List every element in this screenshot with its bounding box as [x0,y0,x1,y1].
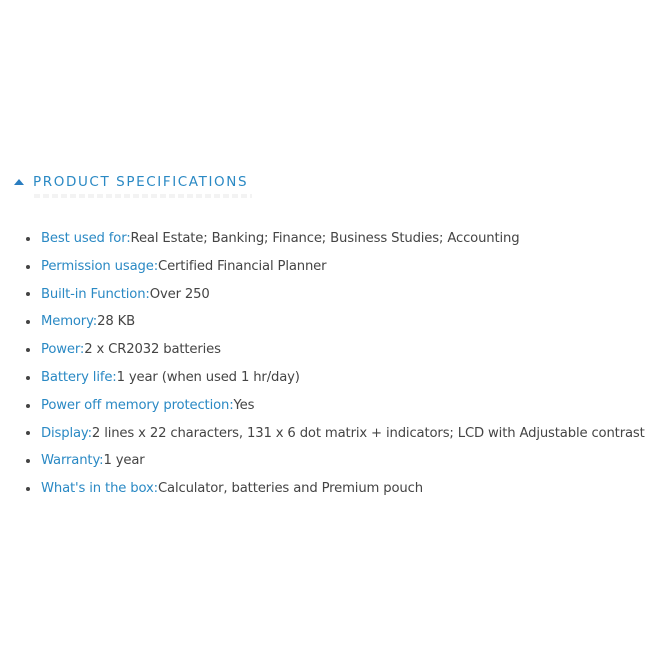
caret-up-icon[interactable] [14,179,24,185]
spec-label: Power: [41,342,85,358]
spec-value: 1 year (when used 1 hr/day) [116,369,300,385]
list-item [26,308,666,336]
bullet-icon [26,376,30,380]
bullet-icon [26,431,30,435]
spec-value: 2 x CR2032 batteries [84,342,221,358]
list-item [26,364,666,392]
bullet-icon [26,487,30,491]
spec-label: Warranty: [41,453,104,469]
list-item [26,281,666,309]
section-title: PRODUCT SPECIFICATIONS [33,174,249,190]
spec-value: Real Estate; Banking; Finance; Business Studies; Accounting [130,231,520,246]
list-item [26,336,666,364]
spec-label: Best used for: [41,231,131,246]
spec-label: Display: [41,425,92,441]
bullet-icon [26,348,30,352]
bullet-icon [26,265,30,269]
bullet-icon [26,404,30,408]
faded-divider [34,194,252,198]
spec-value: Certified Financial Planner [158,258,327,274]
bullet-icon [26,237,30,241]
spec-value: Yes [233,397,255,413]
spec-label: Permission usage: [41,258,159,274]
spec-label: Battery life: [41,369,117,385]
spec-value: Calculator, batteries and Premium pouch [157,481,423,497]
specifications-list [26,225,666,503]
spec-value: 1 year [103,453,145,469]
specifications-header-toggle[interactable] [14,174,248,190]
list-item [26,225,666,253]
spec-label: Power off memory protection: [41,397,234,413]
list-item [26,253,666,281]
bullet-icon [26,459,30,463]
spec-value: 2 lines x 22 characters, 131 x 6 dot matrix + indicators; LCD with Adjustable contrast [91,425,645,441]
list-item [26,475,666,503]
spec-label: Memory: [41,314,98,330]
bullet-icon [26,320,30,324]
spec-value: 28 KB [97,314,135,330]
spec-value: Over 250 [149,286,210,302]
spec-label: What's in the box: [41,481,158,497]
list-item [26,447,666,475]
list-item [26,420,666,448]
list-item [26,392,666,420]
spec-label: Built-in Function: [41,286,150,302]
bullet-icon [26,292,30,296]
